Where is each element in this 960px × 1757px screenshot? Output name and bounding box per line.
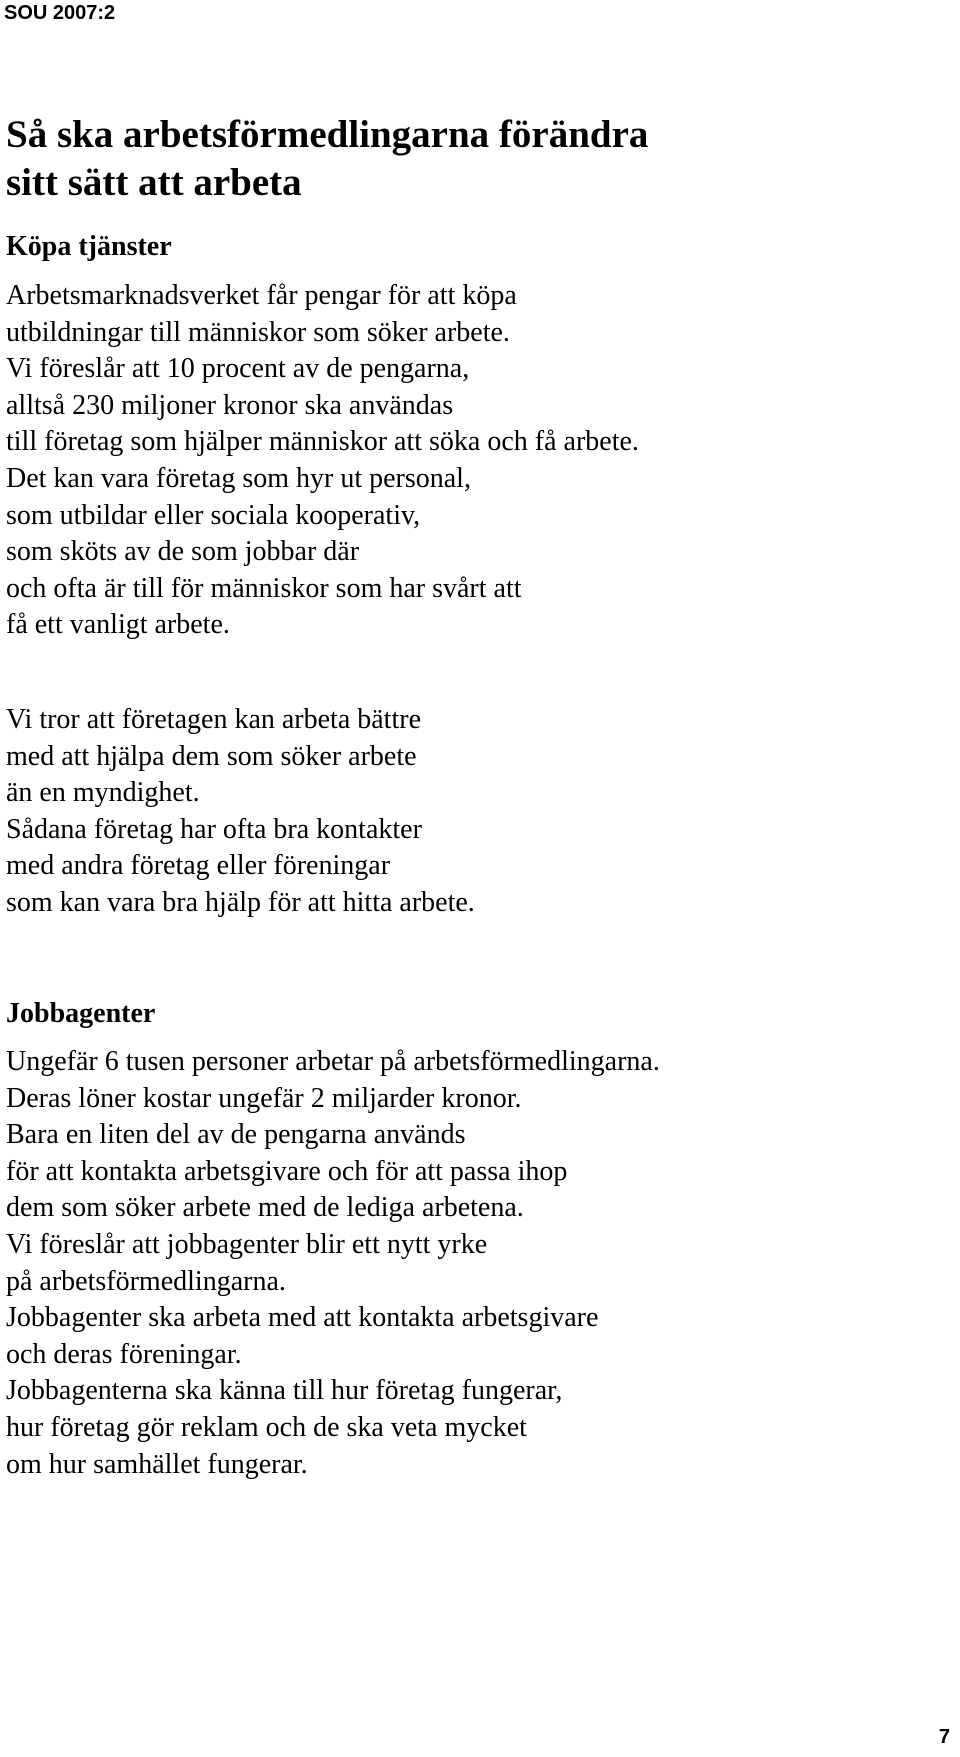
section-heading-jobbagenter: Jobbagenter	[6, 998, 156, 1029]
text-line: Bara en liten del av de pengarna används	[6, 1119, 466, 1151]
text-line: med att hjälpa dem som söker arbete	[6, 740, 417, 772]
page-number: 7	[938, 1726, 950, 1748]
paragraph	[6, 702, 926, 922]
text-line: och deras föreningar.	[6, 1338, 242, 1370]
text-line: Sådana företag har ofta bra kontakter	[6, 813, 422, 845]
text-line: Vi föreslår att 10 procent av de pengarna,	[6, 353, 470, 385]
text-line: än en myndighet.	[6, 777, 200, 809]
paragraph	[6, 1044, 926, 1483]
text-line: och ofta är till för människor som har svårt att	[6, 572, 522, 604]
text-line: som utbildar eller sociala kooperativ,	[6, 499, 421, 531]
text-line: Arbetsmarknadsverket får pengar för att köpa	[6, 280, 517, 311]
text-line: med andra företag eller föreningar	[6, 850, 391, 882]
text-line: Deras löner kostar ungefär 2 miljarder kronor.	[6, 1082, 522, 1114]
page-title	[6, 111, 906, 207]
text-line: på arbetsförmedlingarna.	[6, 1265, 286, 1297]
page-title-line: Så ska arbetsförmedlingarna förändra	[6, 113, 649, 156]
text-line: Vi föreslår att jobbagenter blir ett nytt yrke	[6, 1228, 488, 1260]
text-line: Det kan vara företag som hyr ut personal,	[6, 462, 471, 494]
running-header: SOU 2007:2	[4, 2, 116, 24]
text-line: Ungefär 6 tusen personer arbetar på arbetsförmedlingarna.	[6, 1046, 660, 1077]
text-line: för att kontakta arbetsgivare och för att passa ihop	[6, 1155, 568, 1187]
text-line: Jobbagenter ska arbeta med att kontakta arbetsgivare	[6, 1302, 599, 1334]
text-line: alltså 230 miljoner kronor ska användas	[6, 389, 454, 421]
text-line: utbildningar till människor som söker arbete.	[6, 316, 510, 348]
section-heading-kopa-tjanster: Köpa tjänster	[6, 231, 172, 262]
text-line: Vi tror att företagen kan arbeta bättre	[6, 704, 421, 735]
text-line: om hur samhället fungerar.	[6, 1448, 308, 1480]
text-line: som sköts av de som jobbar där	[6, 536, 360, 568]
text-line: hur företag gör reklam och de ska veta mycket	[6, 1411, 527, 1443]
text-line: dem som söker arbete med de lediga arbetena.	[6, 1192, 524, 1224]
page-title-line: sitt sätt att arbeta	[6, 161, 302, 204]
text-line: till företag som hjälper människor att söka och få arbete.	[6, 426, 639, 458]
text-line: få ett vanligt arbete.	[6, 609, 230, 641]
text-line: Jobbagenterna ska känna till hur företag fungerar,	[6, 1375, 563, 1407]
text-line: som kan vara bra hjälp för att hitta arbete.	[6, 886, 475, 918]
paragraph	[6, 278, 926, 644]
